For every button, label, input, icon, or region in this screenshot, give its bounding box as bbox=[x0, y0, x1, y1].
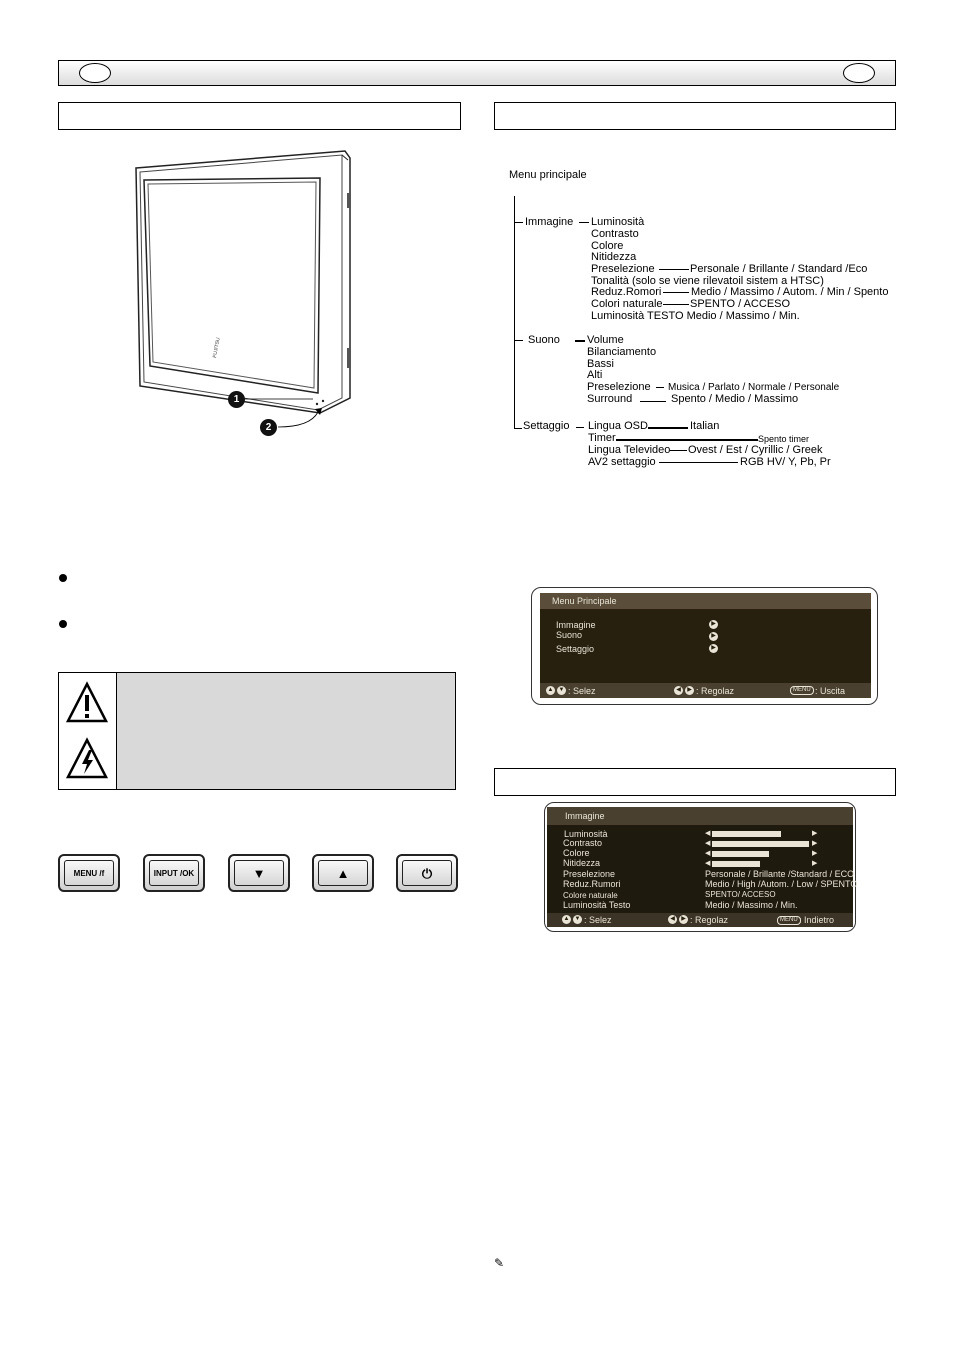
note-pencil-icon: ✎ bbox=[494, 1256, 505, 1270]
callout-1: 1 bbox=[228, 391, 245, 408]
menu-tree-root: Menu principale bbox=[509, 169, 587, 181]
up-arrow-icon: ▲ bbox=[318, 860, 368, 886]
tree-lingua-osd: Lingua OSD bbox=[588, 420, 648, 432]
warning-text-area bbox=[116, 673, 455, 789]
osd-main-item-suono[interactable]: Suono bbox=[556, 630, 583, 640]
menu-key[interactable] bbox=[58, 854, 120, 892]
tree-preselezione: Preselezione bbox=[591, 263, 655, 275]
osd-label-nitidezza: Nitidezza bbox=[563, 858, 601, 868]
tree-surround: Surround bbox=[587, 393, 633, 405]
power-icon: ⏻ bbox=[402, 860, 452, 886]
slider-colore[interactable] bbox=[712, 851, 769, 857]
tree-immagine: Immagine bbox=[525, 216, 574, 228]
tree-suono-preselezione-values: Musica / Parlato / Normale / Personale bbox=[668, 382, 840, 393]
osd-main-title: Menu Principale bbox=[552, 596, 617, 606]
osd-label-preselezione: Preselezione bbox=[563, 869, 616, 879]
left-section-title-box bbox=[58, 102, 461, 130]
osd-immagine-header bbox=[547, 807, 853, 825]
osd-immagine-footer-adjust: : Regolaz bbox=[690, 915, 729, 925]
down-arrow-icon: ▼ bbox=[574, 916, 581, 922]
slider-left-icon: ◀ bbox=[705, 830, 711, 837]
up-arrow-icon: ▲ bbox=[547, 687, 554, 693]
input-ok-key[interactable] bbox=[143, 854, 205, 892]
up-key[interactable] bbox=[312, 854, 374, 892]
right-arrow-icon: ▶ bbox=[685, 686, 694, 695]
warning-triangle-icon bbox=[65, 681, 109, 725]
left-arrow-icon: ◀ bbox=[668, 915, 677, 924]
slider-right-icon: ▶ bbox=[812, 860, 818, 867]
electric-shock-icon bbox=[65, 737, 109, 781]
tree-lingua-televideo-value: Ovest / Est / Cyrillic / Greek bbox=[688, 444, 823, 456]
tree-av2-value: RGB HV/ Y, Pb, Pr bbox=[740, 456, 831, 468]
slider-right-icon: ▶ bbox=[812, 840, 818, 847]
down-arrow-icon: ▼ bbox=[558, 687, 565, 693]
up-arrow-icon: ▲ bbox=[563, 916, 570, 922]
osd-main-footer-select: : Selez bbox=[568, 686, 596, 696]
slider-left-icon: ◀ bbox=[705, 840, 711, 847]
page-header-bar bbox=[58, 60, 896, 86]
tree-preselezione-values: Personale / Brillante / Standard /Eco bbox=[690, 263, 868, 275]
osd-immagine-footer bbox=[547, 913, 853, 927]
down-arrow-icon: ▼ bbox=[234, 860, 284, 886]
tree-contrasto: Contrasto bbox=[591, 228, 639, 240]
tree-surround-values: Spento / Medio / Massimo bbox=[671, 393, 799, 405]
osd-main-arrow-icon: ▶ bbox=[709, 620, 718, 629]
menu-key-icon: MENU bbox=[790, 686, 814, 695]
slider-left-icon: ◀ bbox=[705, 850, 711, 857]
tree-suono-preselezione: Preselezione bbox=[587, 381, 651, 393]
tree-trunk-line bbox=[514, 196, 515, 428]
slider-contrasto[interactable] bbox=[712, 841, 809, 847]
right-section-title-box bbox=[494, 102, 896, 130]
osd-main-frame bbox=[531, 587, 878, 705]
osd-immagine-frame bbox=[544, 802, 856, 932]
tree-tonalita: Tonalità (solo se viene rilevatoil sistem a HTSC) bbox=[591, 275, 824, 287]
osd-label-reduz: Reduz.Rumori bbox=[563, 879, 621, 889]
language-oval-left bbox=[79, 63, 111, 83]
tree-branch-suono bbox=[514, 340, 523, 341]
tree-colori-values: SPENTO / ACCESO bbox=[690, 298, 791, 310]
input-ok-key-label: INPUT /OK bbox=[149, 860, 199, 886]
osd-label-colore: Colore bbox=[563, 848, 590, 858]
osd-main-arrow-icon: ▶ bbox=[709, 644, 718, 653]
warning-box bbox=[58, 672, 456, 790]
tree-bilanciamento: Bilanciamento bbox=[587, 346, 657, 358]
slider-right-icon: ▶ bbox=[812, 850, 818, 857]
tree-nitidezza: Nitidezza bbox=[591, 251, 637, 263]
tree-lingua-osd-value: Italian bbox=[690, 420, 720, 432]
osd-label-colore-naturale: Colore naturale bbox=[563, 891, 618, 900]
osd-value-reduz[interactable]: Medio / High /Autom. / Low / SPENTO bbox=[705, 879, 858, 889]
menu-key-label: MENU /f bbox=[64, 860, 114, 886]
svg-text:FUJITSU: FUJITSU bbox=[212, 337, 222, 359]
language-oval-right bbox=[843, 63, 875, 83]
osd-main-arrow-icon: ▶ bbox=[709, 632, 718, 641]
bullet-1 bbox=[59, 574, 67, 582]
osd-main-footer bbox=[540, 683, 871, 698]
tree-colori-naturale: Colori naturale bbox=[591, 298, 663, 310]
tree-luminosita: Luminosità bbox=[591, 216, 645, 228]
tree-reduz: Reduz.Romori bbox=[591, 286, 662, 298]
left-arrow-icon: ◀ bbox=[674, 686, 683, 695]
osd-immagine-title: Immagine bbox=[565, 811, 605, 821]
tree-timer: Timer bbox=[588, 432, 616, 444]
tree-settaggio: Settaggio bbox=[523, 420, 570, 432]
tree-luminosita-testo: Luminosità TESTO Medio / Massimo / Min. bbox=[591, 310, 800, 322]
tree-alti: Alti bbox=[587, 369, 603, 381]
osd-label-contrasto: Contrasto bbox=[563, 838, 603, 848]
osd-main-item-immagine[interactable]: Immagine bbox=[556, 620, 596, 630]
slider-luminosita[interactable] bbox=[712, 831, 781, 837]
osd-value-luminosita-testo[interactable]: Medio / Massimo / Min. bbox=[705, 900, 798, 910]
slider-left-icon: ◀ bbox=[705, 860, 711, 867]
bullet-2 bbox=[59, 620, 67, 628]
osd-main-footer-exit: : Uscita bbox=[815, 686, 846, 696]
slider-right-icon: ▶ bbox=[812, 830, 818, 837]
tree-av2: AV2 settaggio bbox=[588, 456, 656, 468]
power-key[interactable] bbox=[396, 854, 458, 892]
slider-nitidezza[interactable] bbox=[712, 861, 760, 867]
right-section-title-box-2 bbox=[494, 768, 896, 796]
tree-bassi: Bassi bbox=[587, 358, 614, 370]
osd-main-item-settaggio[interactable]: Settaggio bbox=[556, 644, 595, 654]
callout-2: 2 bbox=[260, 419, 277, 436]
osd-value-colore-naturale[interactable]: SPENTO/ ACCESO bbox=[705, 890, 776, 899]
tree-branch-settaggio bbox=[514, 428, 522, 429]
down-key[interactable] bbox=[228, 854, 290, 892]
tree-volume: Volume bbox=[587, 334, 624, 346]
osd-main-footer-adjust: : Regolaz bbox=[696, 686, 735, 696]
right-arrow-icon: ▶ bbox=[679, 915, 688, 924]
osd-label-luminosita: Luminosità bbox=[564, 829, 608, 839]
osd-immagine-screen bbox=[547, 807, 858, 927]
osd-immagine-footer-select: : Selez bbox=[584, 915, 612, 925]
tree-branch-immagine bbox=[514, 222, 523, 223]
tree-timer-value: Spento timer bbox=[758, 434, 810, 444]
menu-key-icon: MENU bbox=[777, 916, 801, 925]
tree-suono: Suono bbox=[528, 334, 560, 346]
osd-main-header bbox=[540, 593, 871, 609]
osd-immagine-footer-back: : Indietro bbox=[799, 915, 835, 925]
tree-lingua-televideo: Lingua Televideo bbox=[588, 444, 671, 456]
osd-label-luminosita-testo: Luminosità Testo bbox=[563, 900, 631, 910]
tree-colore: Colore bbox=[591, 240, 624, 252]
osd-main-screen bbox=[540, 593, 871, 698]
tree-reduz-values: Medio / Massimo / Autom. / Min / Spento bbox=[691, 286, 889, 298]
osd-value-preselezione[interactable]: Personale / Brillante /Standard / ECO bbox=[705, 869, 855, 879]
